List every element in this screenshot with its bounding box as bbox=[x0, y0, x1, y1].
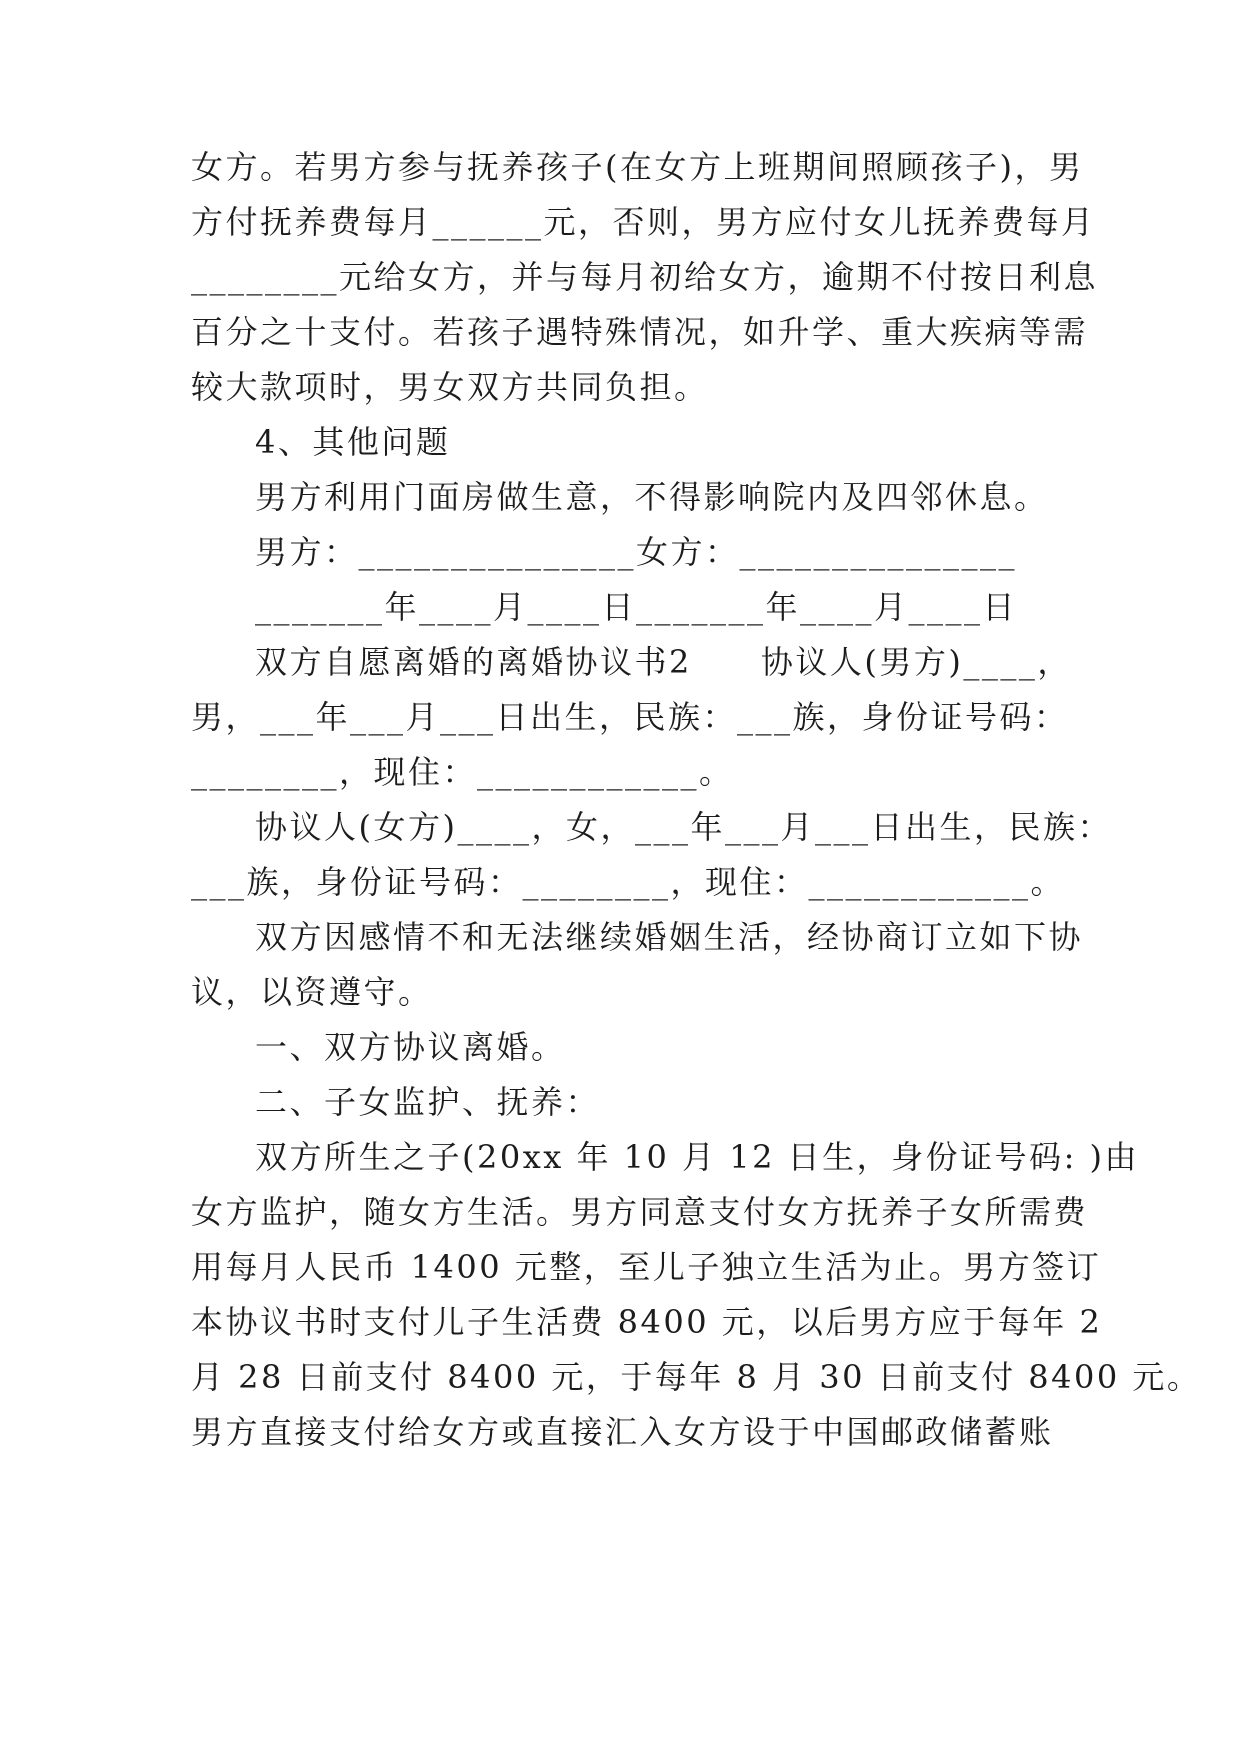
section-heading: 4、其他问题 bbox=[255, 423, 451, 461]
text-line: ________，现住：____________。 bbox=[191, 753, 734, 791]
section-heading: 一、双方协议离婚。 bbox=[255, 1028, 566, 1066]
section-heading: 二、子女监护、抚养： bbox=[255, 1083, 601, 1121]
text-line: 议，以资遵守。 bbox=[191, 973, 433, 1011]
text-line: 女方监护，随女方生活。男方同意支付女方抚养子女所需费 bbox=[191, 1193, 1089, 1231]
text-line: 方付抚养费每月______元，否则，男方应付女儿抚养费每月 bbox=[191, 203, 1096, 241]
signature-line: 男方：_______________女方：_______________ bbox=[255, 533, 1018, 571]
text-line: 男方利用门面房做生意，不得影响院内及四邻休息。 bbox=[255, 478, 1049, 516]
text-line: 较大款项时，男女双方共同负担。 bbox=[191, 368, 709, 406]
text-line: 协议人(女方)____，女，___年___月___日出生，民族： bbox=[255, 808, 1112, 846]
text-line: ________元给女方，并与每月初给女方，逾期不付按日利息 bbox=[191, 258, 1099, 296]
text-line: 男方直接支付给女方或直接汇入女方设于中国邮政储蓄账 bbox=[191, 1413, 1054, 1451]
text-line: 双方自愿离婚的离婚协议书2 协议人(男方)____， bbox=[255, 643, 1072, 681]
text-line: 双方因感情不和无法继续婚姻生活，经协商订立如下协 bbox=[255, 918, 1084, 956]
text-line: 用每月人民币 1400 元整，至儿子独立生活为止。男方签订 bbox=[191, 1248, 1102, 1286]
text-line: 本协议书时支付儿子生活费 8400 元，以后男方应于每年 2 bbox=[191, 1303, 1103, 1341]
text-line: ___族，身份证号码：________，现住：____________。 bbox=[191, 863, 1066, 901]
date-line: _______年____月____日_______年____月____日 bbox=[255, 588, 1018, 626]
text-line: 女方。若男方参与抚养孩子(在女方上班期间照顾孩子)，男 bbox=[191, 148, 1084, 186]
text-line: 月 28 日前支付 8400 元，于每年 8 月 30 日前支付 8400 元。 bbox=[191, 1358, 1202, 1396]
text-line: 双方所生之子(20xx 年 10 月 12 日生，身份证号码: )由 bbox=[255, 1138, 1140, 1176]
text-line: 百分之十支付。若孩子遇特殊情况，如升学、重大疾病等需 bbox=[191, 313, 1089, 351]
text-line: 男，___年___月___日出生，民族：___族，身份证号码： bbox=[191, 698, 1069, 736]
